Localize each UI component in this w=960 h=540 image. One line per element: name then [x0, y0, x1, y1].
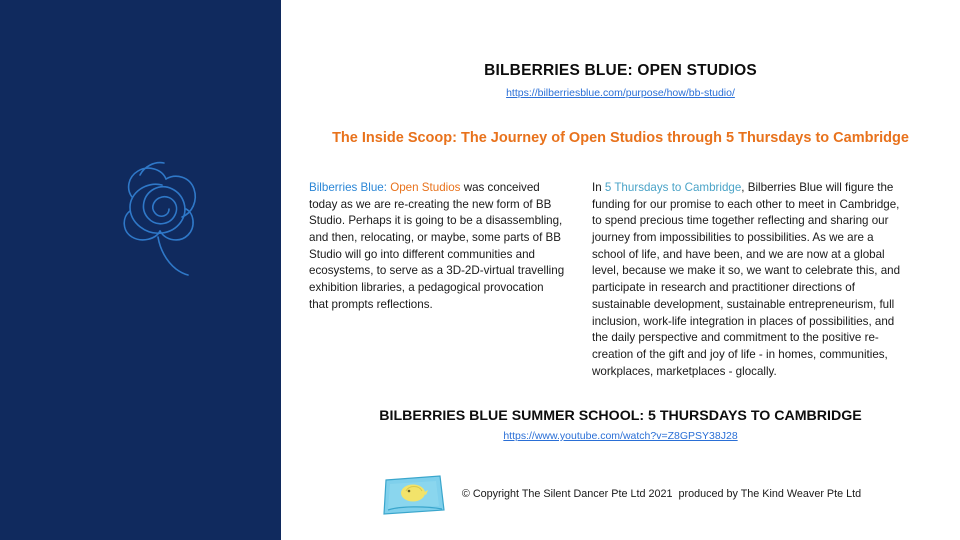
slide-content [281, 0, 960, 540]
youtube-url-link[interactable]: https://www.youtube.com/watch?v=Z8GPSY38J28 [503, 430, 738, 442]
summer-school-title: BILBERRIES BLUE SUMMER SCHOOL: 5 THURSDAYS TO CAMBRIDGE [379, 408, 862, 424]
copyright-text: © Copyright The Silent Dancer Pte Ltd 2021 produced by The Kind Weaver Pte Ltd [461, 488, 862, 500]
left-column-lead-orange: Open Studios [390, 181, 461, 194]
right-column-paragraph [592, 180, 904, 380]
copyright-row [281, 470, 960, 518]
left-column-lead-blue: Bilberries Blue [309, 181, 384, 194]
header-block [281, 62, 960, 101]
left-column-body-text: was conceived today as we are re-creating the new form of BB Studio. Perhaps it is going to be a disassembling, and then, relocating, or maybe, some parts of BB Studio will go into different communities and ecosystems, to serve as a 3D-2D-virtual travelling exhibition libraries, a pedagogical provocation that prompts reflections. [309, 181, 565, 311]
left-column-lead-colon: : [383, 181, 391, 194]
footer-heading-block [281, 408, 960, 444]
two-column-body [309, 180, 934, 380]
right-column-body-text: , Bilberries Blue will figure the funding for our promise to each other to meet in Cambridge, to spend precious time together reflecting and sharing our journey from impossibilities to possibilities. As we are a school of life, and have been, and we are now at a global level, because we make it so, we want to celebrate this, and participate in research and practitioner directions of sustainable development, sustainable entrepreneurism, full inclusion, work-life integration in places of possibilities, and the daily perspective and commitment to the positive re-creation of the gift and joy of life - in homes, communities, workplaces, marketplaces - glocally. [592, 181, 901, 378]
left-column-paragraph [309, 180, 566, 380]
left-color-panel [0, 0, 281, 540]
right-column-highlight: 5 Thursdays to Cambridge [604, 181, 742, 194]
right-column-prefix: In [592, 181, 605, 194]
studio-url-link[interactable]: https://bilberriesblue.com/purpose/how/bb-studio/ [506, 87, 735, 99]
yellow-bird-on-blue-card-logo [380, 470, 448, 518]
section-subtitle: The Inside Scoop: The Journey of Open Studios through 5 Thursdays to Cambridge [332, 130, 909, 146]
page-title: BILBERRIES BLUE: OPEN STUDIOS [484, 62, 757, 79]
blue-scribble-rose-doodle [110, 145, 220, 280]
